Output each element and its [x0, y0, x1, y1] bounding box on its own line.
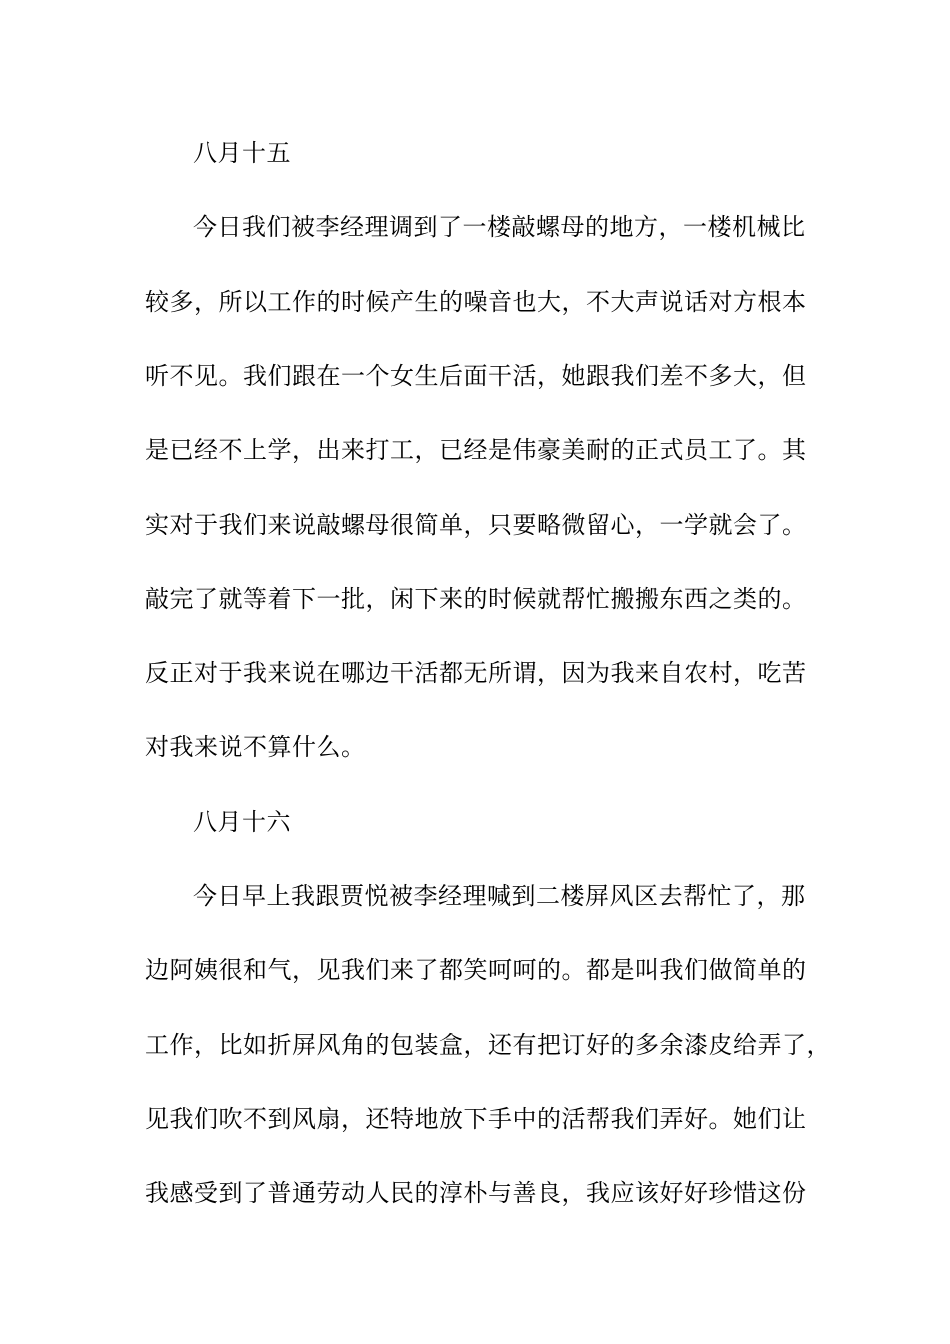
paragraph-line: 见我们吹不到风扇，还特地放下手中的活帮我们弄好。她们让 — [145, 1105, 807, 1133]
paragraph-line: 实对于我们来说敲螺母很简单，只要略微留心，一学就会了。 — [145, 511, 807, 539]
paragraph-line: 边阿姨很和气，见我们来了都笑呵呵的。都是叫我们做简单的 — [145, 956, 807, 984]
paragraph-line: 今日我们被李经理调到了一楼敲螺母的地方，一楼机械比 — [193, 213, 806, 241]
paragraph-line: 工作，比如折屏风角的包装盒，还有把订好的多余漆皮给弄了， — [145, 1031, 831, 1059]
paragraph-line: 今日早上我跟贾悦被李经理喊到二楼屏风区去帮忙了，那 — [193, 882, 806, 910]
paragraph-line: 反正对于我来说在哪边干活都无所谓，因为我来自农村，吃苦 — [145, 659, 807, 687]
paragraph-line: 对我来说不算什么。 — [145, 733, 366, 761]
paragraph-line: 听不见。我们跟在一个女生后面干活，她跟我们差不多大，但 — [145, 362, 807, 390]
paragraph-line: 我感受到了普通劳动人民的淳朴与善良，我应该好好珍惜这份 — [145, 1179, 807, 1207]
paragraph-line: 敲完了就等着下一批，闲下来的时候就帮忙搬搬东西之类的。 — [145, 585, 807, 613]
paragraph-line: 较多，所以工作的时候产生的噪音也大，不大声说话对方根本 — [145, 288, 807, 316]
entry-date: 八月十六 — [193, 808, 291, 836]
entry-date: 八月十五 — [193, 139, 291, 167]
paragraph-line: 是已经不上学，出来打工，已经是伟豪美耐的正式员工了。其 — [145, 436, 807, 464]
